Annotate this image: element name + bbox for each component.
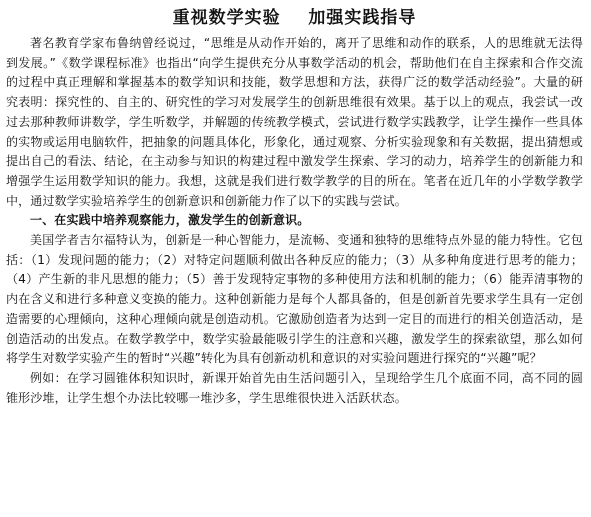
section-heading: 一、在实践中培养观察能力，激发学生的创新意识。: [30, 213, 310, 228]
intro-paragraph: 著名教育学家布鲁纳曾经说过，“思维是从动作开始的，离开了思维和动作的联系，人的思维就无法得到发展。”《数学课程标准》也指出“向学生提供充分从事数学活动的机会，帮助他们在自主探索和合作交流的过程中真正理解和掌握基本的数学知识和技能，数学思想和方法，获得广泛的数学活动经验”。大量的研究表明：探究性的、自主的、研究性的学习对发展学生的创新思维很有效果。基于以上的观点，我尝试一改过去那种教师讲数学，学生听数学，并解题的传统教学模式，尝试进行数学实践教学，让学生操作一些具体的实物或运用电脑软件，把抽象的问题具体化，形象化，通过观察、分析实验现象和有关数据，提出猜想或提出自己的看法、结论，在主动参与知识的构建过程中激发学生探索、学习的动力，培养学生的创新能力和增强学生运用数学知识的能力。我想，这就是我们进行数学教学的目的所在。笔者在近几年的小学数学教学中，通过数学实验培养学生的创新意识和创新能力作了以下的实践与尝试。: [6, 36, 583, 208]
body-paragraph: 美国学者吉尔福特认为，创新是一种心智能力，是流畅、变通和独特的思维特点外显的能力特性。它包括：（1）发现问题的能力；（2）对特定问题顺利做出各种反应的能力；（3）从多种角度进行思考的能力；（4）产生新的非凡思想的能力；（5）善于发现特定事物的多种使用方法和机制的能力；（6）能弄清事物的内在含义和进行多种意义变换的能力。这种创新能力是每个人都具备的，但是创新首先要求学生具有一定创造需要的心理倾向，这种心理倾向就是创造动机。它激励创造者为达到一定目的而进行的相关创造活动，是创造活动的出发点。在数学教学中，数学实验最能吸引学生的注意和兴趣，激发学生的探索欲望，那么如何将学生对数学实验产生的暂时“兴趣”转化为具有创新动机和意识的对实验问题进行探究的“兴趣”呢？: [6, 233, 583, 366]
article-title: 重视数学实验 加强实践指导: [172, 8, 417, 28]
example-paragraph: 例如：在学习圆锥体积知识时，新课开始首先由生活问题引入，呈现给学生几个底面不同，高不同的圆锥形沙堆，让学生想个办法比较哪一堆沙多，学生思维很快进入活跃状态。: [6, 370, 583, 405]
